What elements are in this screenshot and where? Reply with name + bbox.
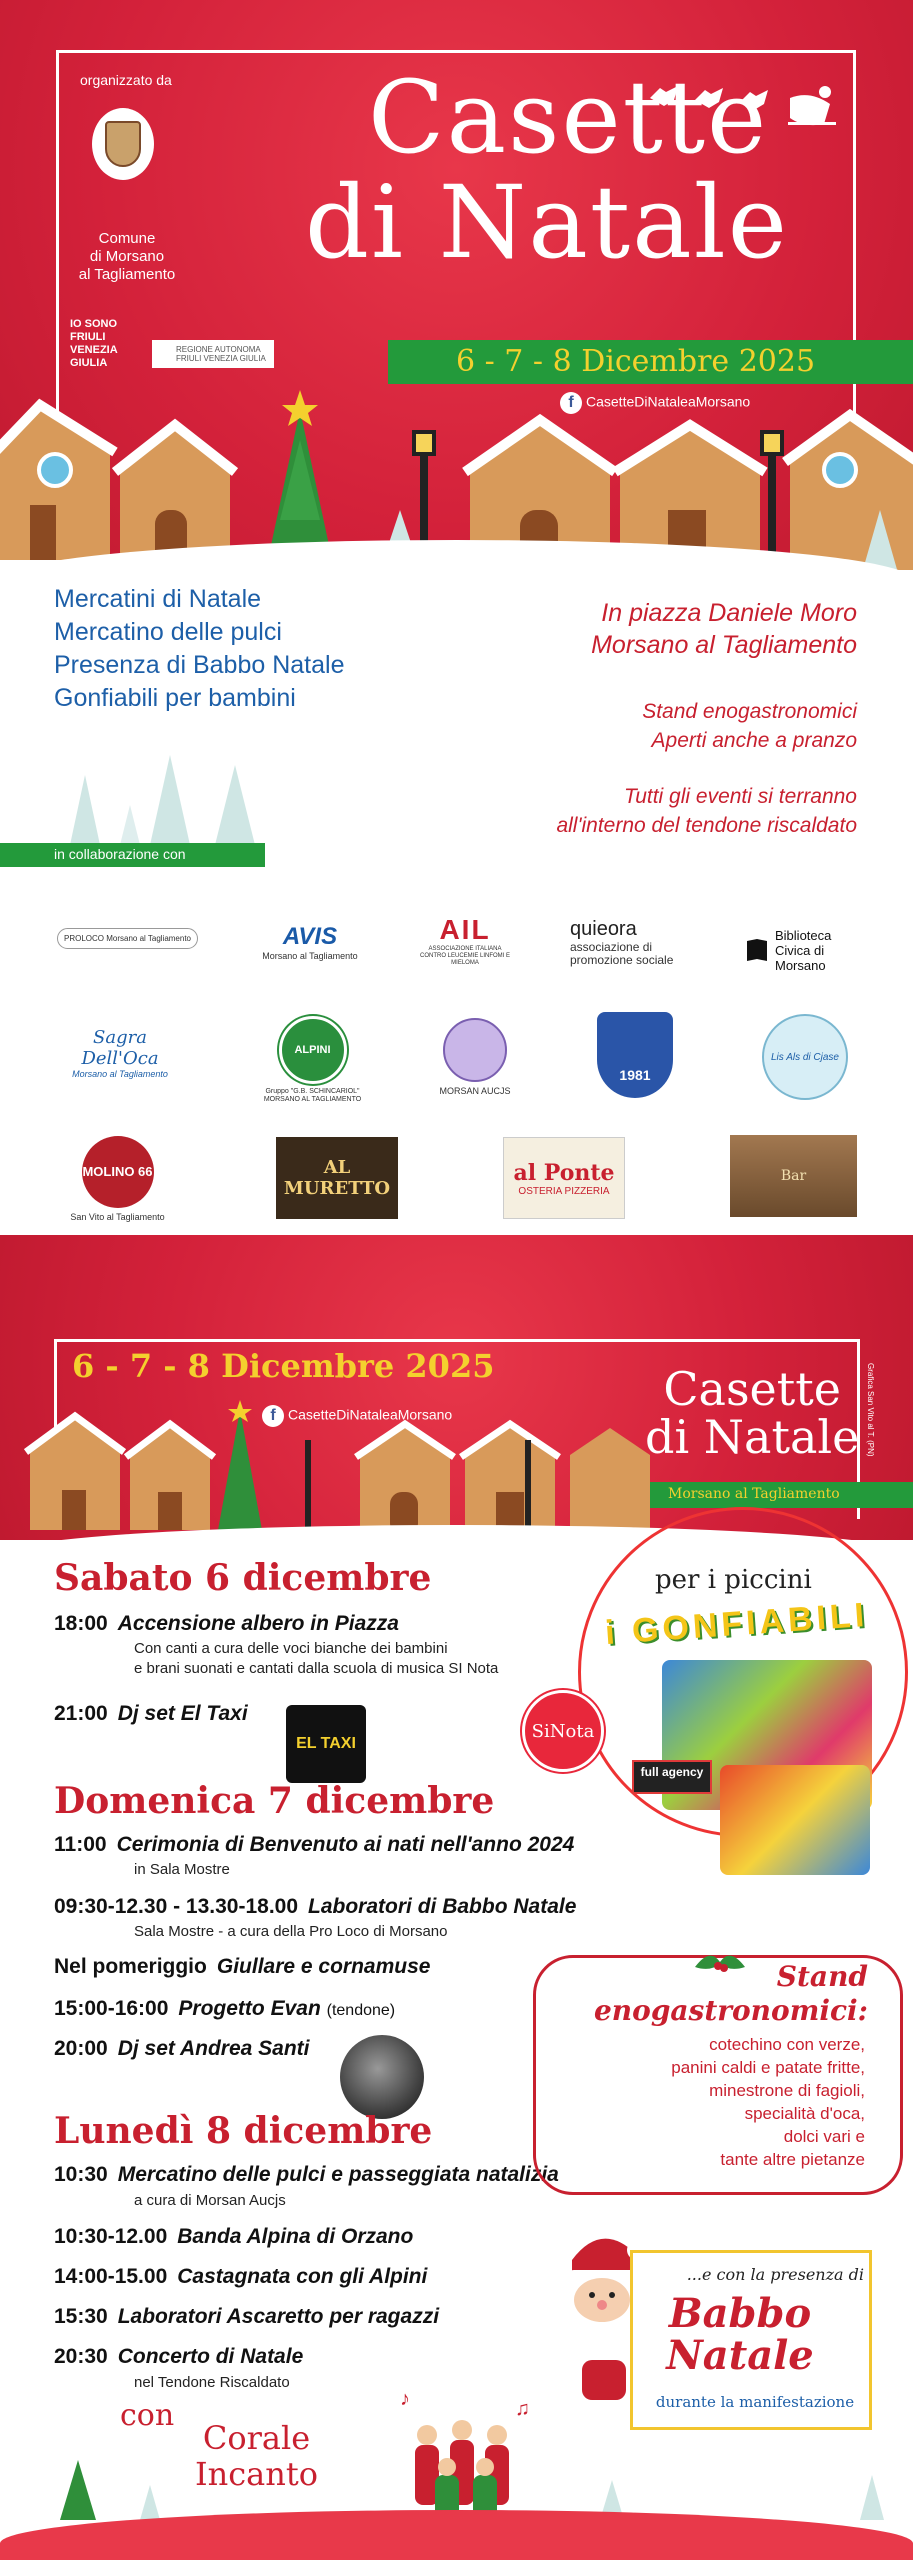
ponte-sub: OSTERIA PIZZERIA xyxy=(518,1185,610,1197)
event-item xyxy=(54,2163,559,2187)
quiedra-logo xyxy=(570,905,680,980)
poster-program xyxy=(0,1235,913,2560)
aucjs-name: MORSAN AUCJS xyxy=(439,1086,511,1096)
svg-text:♪: ♪ xyxy=(400,2388,410,2410)
ail-logo xyxy=(415,900,515,980)
avis-logo xyxy=(255,912,365,972)
muretto-logo xyxy=(276,1137,398,1219)
place-band: Morsano al Tagliamento xyxy=(648,1482,913,1508)
aucjs-badge-icon xyxy=(443,1018,507,1082)
menu-item: minestrone di fagioli, xyxy=(709,2081,865,2100)
alpini-sub: Gruppo "G.B. SCHINCARIOL" MORSANO AL TAGLIAMENTO xyxy=(263,1088,362,1103)
sagra-sub: Morsano al Tagliamento xyxy=(72,1068,168,1079)
event-item xyxy=(54,2305,439,2329)
proloco-logo xyxy=(55,918,200,958)
event-time: Nel pomeriggio xyxy=(54,1955,207,1978)
event-note: nel Tendone Riscaldato xyxy=(134,2374,290,2391)
organizer-label: organizzato da xyxy=(80,72,172,88)
event-time: 15:00-16:00 xyxy=(54,1997,169,2020)
facebook-icon: f xyxy=(262,1405,284,1427)
ail-sub: ASSOCIAZIONE ITALIANA CONTRO LEUCEMIE LINFOMI E MIELOMA xyxy=(419,945,510,966)
place-line: In piazza Daniele Moro xyxy=(601,599,857,627)
event-text: Laboratori Ascaretto per ragazzi xyxy=(117,2305,440,2328)
con-label: con xyxy=(120,2398,175,2433)
gingerbread-houses-illustration xyxy=(0,1400,650,1540)
facebook-handle: CasetteDiNataleaMorsano xyxy=(586,393,751,410)
menu-item: cotechino con verze, xyxy=(709,2035,865,2054)
event-text: Cerimonia di Benvenuto ai nati nell'anno 2024 xyxy=(116,1833,575,1856)
facebook-icon: f xyxy=(560,392,582,414)
event-item xyxy=(54,1997,395,2021)
event-note: in Sala Mostre xyxy=(134,1861,230,1878)
asd-shield-icon: 1981 xyxy=(597,1012,673,1098)
fullagency-logo: full agency xyxy=(632,1760,712,1794)
comune-name: Comune di Morsano al Tagliamento xyxy=(78,230,176,283)
ail-wordmark: AIL xyxy=(439,913,491,945)
stand-menu xyxy=(560,2033,865,2171)
date-band xyxy=(388,340,913,384)
event-text: Concerto di Natale xyxy=(117,2345,304,2368)
asd-logo xyxy=(595,1010,675,1100)
event-text: Laboratori di Babbo Natale xyxy=(308,1895,577,1918)
title-di-natale: di Natale xyxy=(305,164,789,281)
event-dates: 6 - 7 - 8 Dicembre 2025 xyxy=(72,1347,495,1385)
event-item xyxy=(54,1955,430,1979)
event-item xyxy=(54,1612,399,1636)
event-time: 14:00-15.00 xyxy=(54,2265,168,2288)
feature-item: Presenza di Babbo Natale xyxy=(54,651,345,679)
features-list xyxy=(54,583,344,715)
title-casette: Casette xyxy=(368,59,769,176)
el-taxi-logo: EL TAXI xyxy=(286,1705,366,1783)
event-item xyxy=(54,1895,576,1919)
cjase-badge-icon: Lis Als di Cjase xyxy=(762,1014,848,1100)
event-item xyxy=(54,1702,248,1726)
proloco-name: PROLOCO Morsano al Tagliamento xyxy=(57,928,198,949)
event-time: 21:00 xyxy=(54,1702,108,1725)
event-extra: (tendone) xyxy=(326,2002,396,2019)
quiedra-wordmark: quieora xyxy=(570,918,637,940)
sinota-logo: SiNota xyxy=(522,1690,604,1772)
event-item xyxy=(54,2265,427,2289)
avis-wordmark: AVIS xyxy=(282,922,338,950)
muretto-sign: AL MURETTO xyxy=(276,1137,398,1219)
facebook-handle: CasetteDiNataleaMorsano xyxy=(288,1406,453,1423)
biblioteca-name: Biblioteca Civica di Morsano xyxy=(775,927,832,973)
comune-crest-icon xyxy=(92,108,154,180)
event-time: 11:00 xyxy=(54,1833,107,1856)
event-text: Accensione albero in Piazza xyxy=(117,1612,399,1635)
event-time: 20:30 xyxy=(54,2345,108,2368)
event-item xyxy=(54,2037,310,2061)
dj-photo xyxy=(340,2035,424,2119)
feature-item: Gonfiabili per bambini xyxy=(54,684,296,712)
trees-decoration xyxy=(50,745,300,845)
regione-logo: REGIONE AUTONOMA FRIULI VENEZIA GIULIA xyxy=(152,340,274,368)
stand-title: Stand enogastronomici: xyxy=(593,1960,868,2027)
sagra-wordmark: Sagra Dell'Oca xyxy=(81,1026,159,1069)
event-dates: 6 - 7 - 8 Dicembre 2025 xyxy=(456,344,816,379)
day-title: Domenica 7 dicembre xyxy=(54,1780,495,1822)
molino-logo xyxy=(60,1132,175,1227)
svg-text:♫: ♫ xyxy=(515,2398,530,2420)
stand-line: Stand enogastronomici xyxy=(642,700,857,723)
event-item xyxy=(54,2345,303,2369)
menu-item: panini caldi e patate fritte, xyxy=(671,2058,865,2077)
title-casette: Casette xyxy=(663,1362,841,1416)
poster-top xyxy=(0,0,913,1230)
tent-info xyxy=(556,782,857,840)
title-small xyxy=(645,1362,860,1464)
sagra-oca-logo xyxy=(60,1018,180,1088)
gonfiabili-title: i GONFIABILI xyxy=(603,1595,870,1653)
fvg-logo: IO SONO FRIULI VENEZIA GIULIA xyxy=(70,318,118,369)
ponte-logo xyxy=(503,1137,625,1219)
event-text: Banda Alpina di Orzano xyxy=(177,2225,414,2248)
molino-sub: San Vito al Tagliamento xyxy=(70,1212,165,1222)
avis-sub: Morsano al Tagliamento xyxy=(262,950,358,961)
feature-item: Mercatino delle pulci xyxy=(54,618,282,646)
stand-info xyxy=(642,697,857,755)
alpini-badge-icon: ALPINI xyxy=(279,1016,347,1084)
ponte-wordmark: al Ponte xyxy=(513,1159,615,1186)
event-note: Sala Mostre - a cura della Pro Loco di Morsano xyxy=(134,1923,448,1940)
event-place xyxy=(591,597,857,661)
day-title: Sabato 6 dicembre xyxy=(54,1557,432,1599)
event-time: 15:30 xyxy=(54,2305,108,2328)
event-text: Dj set Andrea Santi xyxy=(117,2037,310,2060)
collab-label: in collaborazione con xyxy=(0,843,265,867)
book-icon xyxy=(745,937,769,963)
day-title: Lunedì 8 dicembre xyxy=(54,2110,433,2152)
event-text: Castagnata con gli Alpini xyxy=(177,2265,428,2288)
event-text: Progetto Evan xyxy=(178,1997,321,2020)
title-di-natale: di Natale xyxy=(645,1410,860,1464)
event-time: 20:00 xyxy=(54,2037,108,2060)
biblioteca-logo xyxy=(735,920,875,980)
babbo-sub: durante la manifestazione xyxy=(655,2393,855,2411)
event-time: 18:00 xyxy=(54,1612,108,1635)
event-item xyxy=(54,1833,574,1857)
cjase-logo xyxy=(760,1012,850,1102)
corale-name: Corale Incanto xyxy=(195,2419,318,2493)
event-time: 09:30-12.30 - 13.30-18.00 xyxy=(54,1895,299,1918)
event-text: Mercatino delle pulci e passeggiata natalizia xyxy=(117,2163,559,2186)
event-text: Dj set El Taxi xyxy=(117,1702,248,1725)
side-credit: Grafica San Vito al T. (PN) xyxy=(866,1363,875,1457)
event-item xyxy=(54,2225,413,2249)
piccini-title: per i piccini xyxy=(655,1565,812,1595)
event-text: Giullare e cornamuse xyxy=(216,1955,431,1978)
event-time: 10:30-12.00 xyxy=(54,2225,168,2248)
alpini-logo xyxy=(250,1010,375,1110)
babbo-intro: ...e con la presenza di xyxy=(686,2265,864,2284)
menu-item: tante altre pietanze xyxy=(720,2150,865,2169)
stand-line: Aperti anche a pranzo xyxy=(651,729,857,752)
tent-line: all'interno del tendone riscaldato xyxy=(556,814,857,837)
event-note: Con canti a cura delle voci bianche dei bambini e brani suonati e cantati dalla scuola di musica SI Nota xyxy=(134,1640,499,1677)
bar-logo xyxy=(730,1135,857,1217)
feature-item: Mercatini di Natale xyxy=(54,585,262,613)
babbo-name: Babbo Natale xyxy=(666,2290,814,2379)
event-time: 10:30 xyxy=(54,2163,108,2186)
aucjs-logo xyxy=(425,1010,525,1105)
inflatable-slide-photo xyxy=(720,1765,870,1875)
event-note: a cura di Morsan Aucjs xyxy=(134,2192,286,2209)
bar-wordmark: Bar xyxy=(780,1168,807,1184)
quiedra-sub: associazione di promozione sociale xyxy=(570,940,674,967)
menu-item: dolci vari e xyxy=(783,2127,865,2146)
menu-item: specialità d'oca, xyxy=(744,2104,865,2123)
molino-badge-icon: MOLINO 66 xyxy=(82,1136,154,1208)
tent-line: Tutti gli eventi si terranno xyxy=(623,785,857,808)
place-line: Morsano al Tagliamento xyxy=(591,631,857,659)
